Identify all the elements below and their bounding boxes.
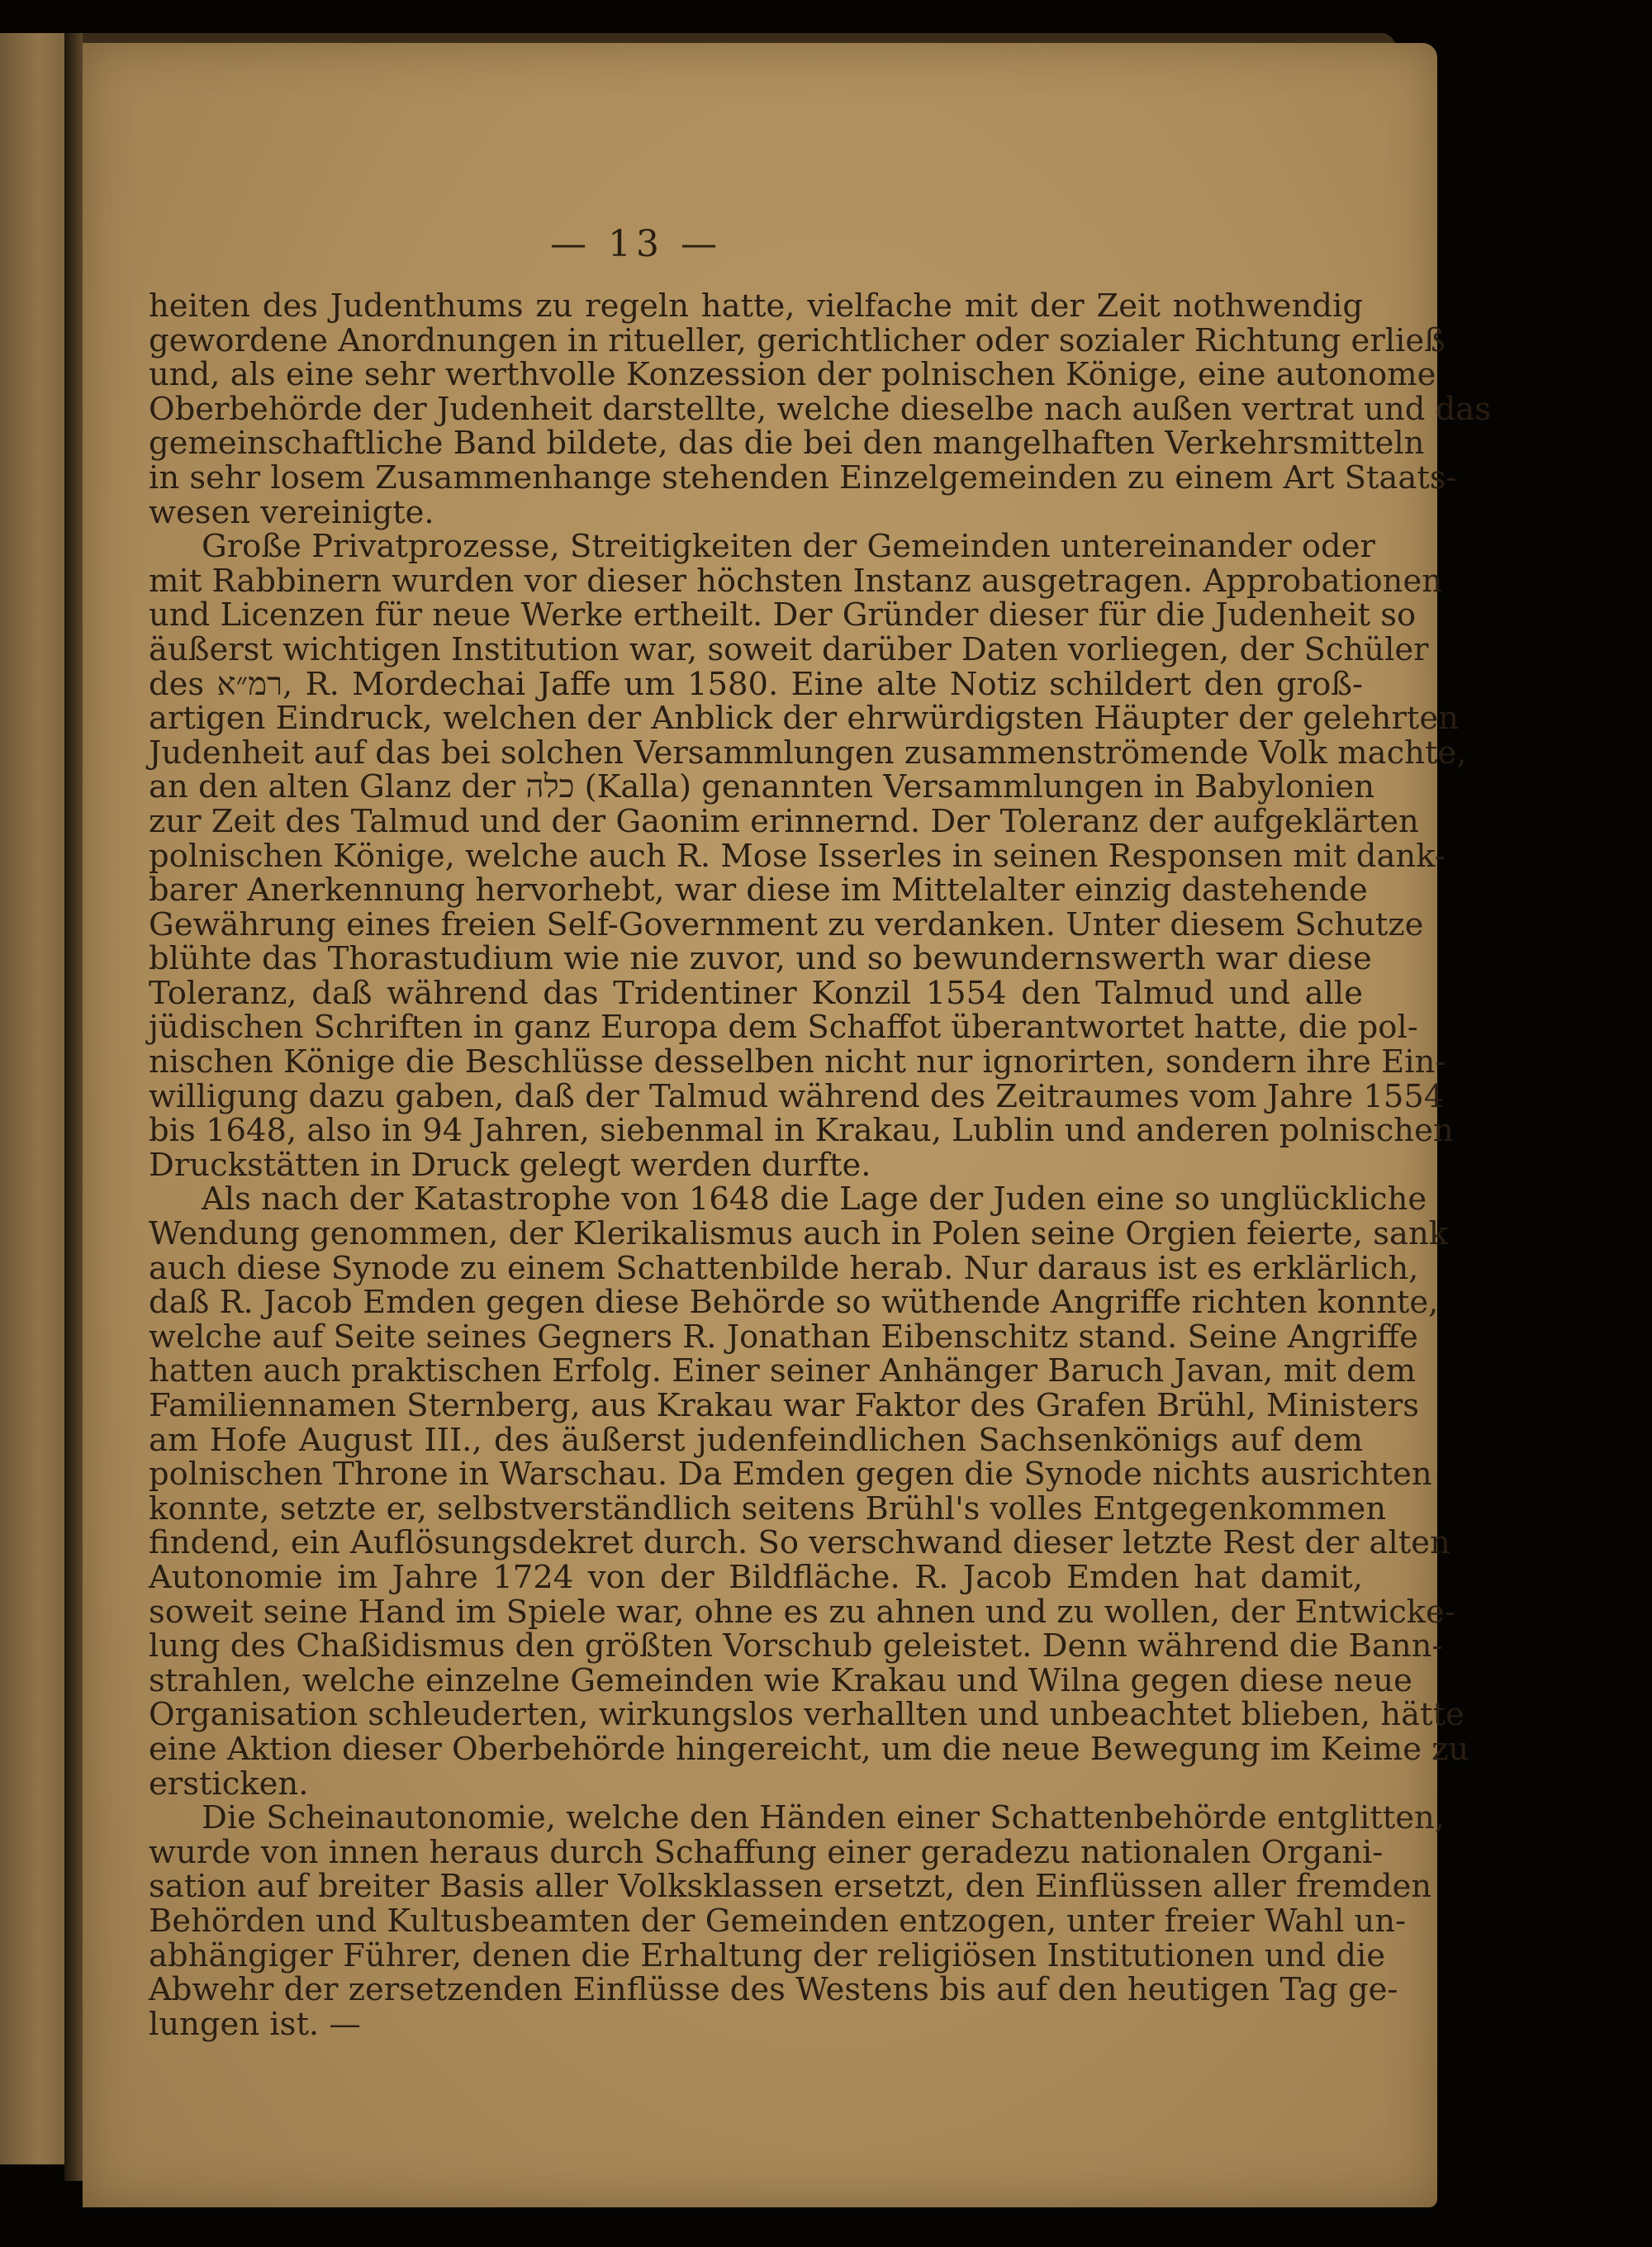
text-line: zur Zeit des Talmud und der Gaonim erinnernd. Der Toleranz der aufgeklärten — [149, 802, 1419, 840]
text-line: bis 1648, also in 94 Jahren, siebenmal in Krakau, Lublin und anderen polnischen — [149, 1112, 1454, 1150]
text-line: auch diese Synode zu einem Schattenbilde herab. Nur daraus ist es erklärlich, — [149, 1249, 1419, 1287]
facing-page-edge — [0, 33, 68, 2164]
text-line: willigung dazu gaben, daß der Talmud während des Zeitraumes vom Jahre 1554 — [149, 1077, 1445, 1115]
text-line: gewordene Anordnungen in ritueller, gerichtlicher oder sozialer Richtung erließ — [149, 321, 1446, 359]
text-line: eine Aktion dieser Oberbehörde hingereicht, um die neue Bewegung im Keime zu — [149, 1730, 1469, 1768]
text-line: lungen ist. — — [149, 2005, 361, 2043]
text-line: äußerst wichtigen Institution war, soweit darüber Daten vorliegen, der Schüler — [149, 630, 1429, 668]
body-text — [149, 287, 1492, 2043]
text-line: Als nach der Katastrophe von 1648 die Lage der Juden eine so unglückliche — [202, 1181, 1427, 1219]
text-line: hatten auch praktischen Erfolg. Einer seiner Anhänger Baruch Javan, mit dem — [149, 1352, 1417, 1390]
page-number: — 13 — — [550, 223, 722, 265]
text-line: Wendung genommen, der Klerikalismus auch in Polen seine Orgien feierte, sank — [149, 1215, 1449, 1253]
text-line: barer Anerkennung hervorhebt, war diese im Mittelalter einzig dastehende — [149, 872, 1368, 910]
text-line: am Hofe August III., des äußerst judenfeindlichen Sachsenkönigs auf dem — [149, 1421, 1363, 1459]
text-line: Abwehr der zersetzenden Einflüsse des Westens bis auf den heutigen Tag ge- — [149, 1971, 1398, 2009]
text-line: welche auf Seite seines Gegners R. Jonathan Eibenschitz stand. Seine Angriffe — [149, 1318, 1418, 1356]
text-line: findend, ein Auflösungsdekret durch. So verschwand dieser letzte Rest der alten — [149, 1524, 1450, 1562]
text-line: Druckstätten in Druck gelegt werden durfte. — [149, 1146, 871, 1184]
text-line: Familiennamen Sternberg, aus Krakau war Faktor des Grafen Brühl, Ministers — [149, 1387, 1420, 1424]
text-line: Toleranz, daß während das Tridentiner Konzil 1554 den Talmud und alle — [149, 974, 1363, 1012]
text-line: Judenheit auf das bei solchen Versammlungen zusammenströmende Volk machte, — [149, 734, 1467, 772]
book-gutter — [64, 33, 83, 2181]
text-line: sation auf breiter Basis aller Volksklassen ersetzt, den Einflüssen aller fremden — [149, 1868, 1432, 1906]
text-line: strahlen, welche einzelne Gemeinden wie Krakau und Wilna gegen diese neue — [149, 1661, 1412, 1699]
text-line: jüdischen Schriften in ganz Europa dem Schaffot überantwortet hatte, die pol- — [149, 1009, 1418, 1047]
book-page — [83, 43, 1492, 2207]
text-line: ersticken. — [149, 1765, 309, 1803]
text-line: polnischen Throne in Warschau. Da Emden gegen die Synode nichts ausrichten — [149, 1456, 1432, 1494]
text-line: des רמ״א, R. Mordechai Jaffe um 1580. Eine alte Notiz schildert den groß- — [149, 665, 1363, 703]
text-line: nischen Könige die Beschlüsse desselben nicht nur ignorirten, sondern ihre Ein- — [149, 1043, 1446, 1081]
text-line: daß R. Jacob Emden gegen diese Behörde so wüthende Angriffe richten konnte, — [149, 1284, 1439, 1322]
text-line: polnischen Könige, welche auch R. Mose Isserles in seinen Responsen mit dank- — [149, 837, 1446, 875]
text-line: Große Privatprozesse, Streitigkeiten der Gemeinden untereinander oder — [202, 528, 1375, 566]
text-line: wurde von innen heraus durch Schaffung einer geradezu nationalen Organi- — [149, 1833, 1384, 1871]
text-line: Behörden und Kultusbeamten der Gemeinden entzogen, unter freier Wahl un- — [149, 1902, 1407, 1940]
text-line: an den alten Glanz der כלה (Kalla) genannten Versammlungen in Babylonien — [149, 768, 1374, 806]
text-line: artigen Eindruck, welchen der Anblick der ehrwürdigsten Häupter der gelehrten — [149, 700, 1459, 738]
text-line: mit Rabbinern wurden vor dieser höchsten Instanz ausgetragen. Approbationen — [149, 562, 1443, 600]
text-line: wesen vereinigte. — [149, 493, 434, 531]
text-line: gemeinschaftliche Band bildete, das die bei den mangelhaften Verkehrsmitteln — [149, 425, 1425, 463]
text-line: abhängiger Führer, denen die Erhaltung der religiösen Institutionen und die — [149, 1936, 1386, 1974]
text-line: und Licenzen für neue Werke ertheilt. Der Gründer dieser für die Judenheit so — [149, 596, 1417, 634]
text-line: lung des Chaßidismus den größten Vorschub geleistet. Denn während die Bann- — [149, 1627, 1443, 1665]
text-line: Organisation schleuderten, wirkungslos verhallten und unbeachtet blieben, hätte — [149, 1696, 1464, 1734]
text-line: Die Scheinautonomie, welche den Händen einer Schattenbehörde entglitten, — [202, 1799, 1446, 1837]
text-line: Gewährung eines freien Self-Government zu verdanken. Unter diesem Schutze — [149, 905, 1424, 943]
text-line: heiten des Judenthums zu regeln hatte, vielfache mit der Zeit nothwendig — [149, 287, 1363, 325]
text-line: konnte, setzte er, selbstverständlich seitens Brühl's volles Entgegenkommen — [149, 1489, 1387, 1527]
text-line: und, als eine sehr werthvolle Konzession der polnischen Könige, eine autonome — [149, 356, 1436, 394]
text-line: blühte das Thorastudium wie nie zuvor, und so bewundernswerth war diese — [149, 940, 1372, 978]
text-line: Autonomie im Jahre 1724 von der Bildfläche. R. Jacob Emden hat damit, — [149, 1558, 1363, 1596]
text-line: soweit seine Hand im Spiele war, ohne es zu ahnen und zu wollen, der Entwicke- — [149, 1593, 1455, 1631]
text-line: in sehr losem Zusammenhange stehenden Einzelgemeinden zu einem Art Staats- — [149, 458, 1457, 496]
text-line: Oberbehörde der Judenheit darstellte, welche dieselbe nach außen vertrat und das — [149, 390, 1492, 428]
